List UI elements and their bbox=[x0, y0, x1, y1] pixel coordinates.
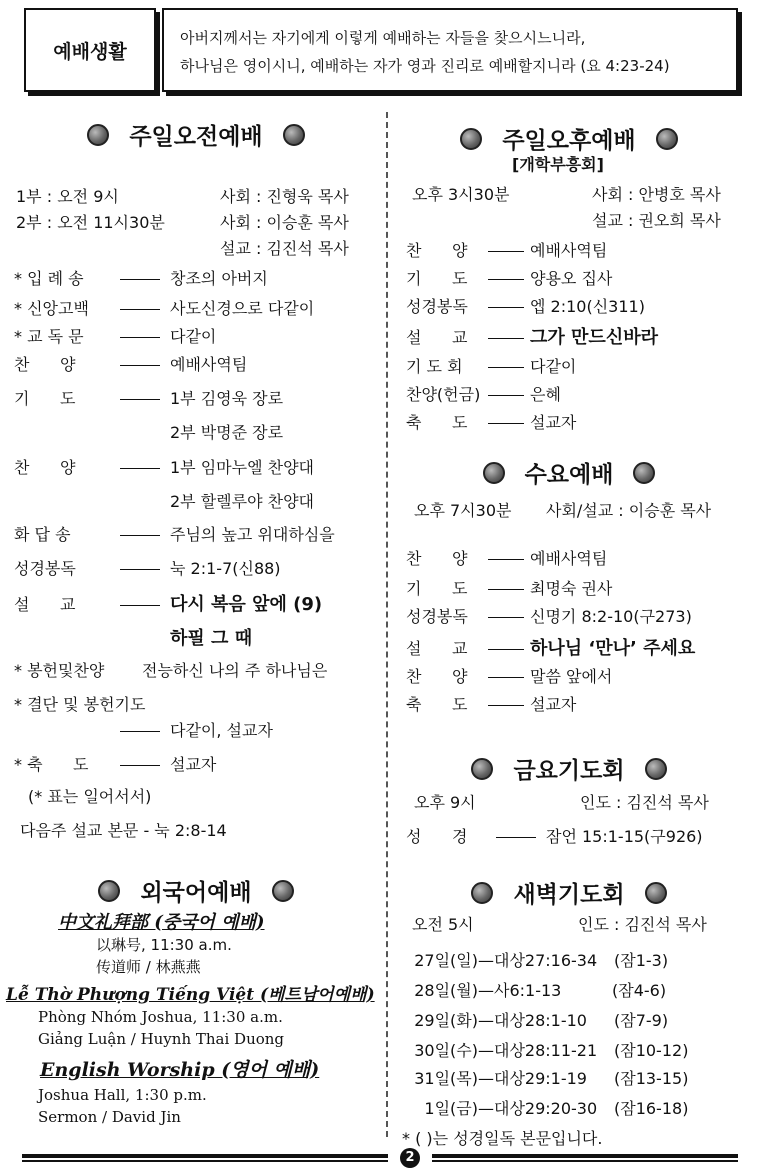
bullet-icon bbox=[633, 462, 655, 484]
scripture-quote bbox=[162, 8, 738, 92]
leader-dash bbox=[496, 837, 536, 838]
service-1-leader: 사회 : 진형욱 목사 bbox=[220, 187, 349, 206]
reading-day: 27일(일) bbox=[414, 951, 478, 970]
item-label: 성경봉독 bbox=[406, 297, 468, 316]
reading-row bbox=[404, 1066, 688, 1089]
bullet-icon bbox=[483, 462, 505, 484]
section-title-text: 외국어예배 bbox=[140, 880, 252, 906]
order-item bbox=[14, 752, 216, 775]
order-item bbox=[14, 624, 252, 650]
leader-dash bbox=[120, 569, 160, 570]
reading-day: 29일(화) bbox=[414, 1011, 478, 1030]
reading-passage: 대상28:11-21 bbox=[494, 1041, 598, 1060]
section-label-text: 예배생활 bbox=[53, 40, 127, 63]
order-item bbox=[14, 324, 216, 347]
leader-dash bbox=[120, 309, 160, 310]
order-item bbox=[406, 692, 576, 715]
item-value: 주님의 높고 위대하심을 bbox=[170, 525, 335, 544]
item-value: 설교자 bbox=[530, 413, 577, 432]
order-item bbox=[406, 382, 561, 405]
item-label: 축 도 bbox=[406, 413, 468, 432]
em-dash: — bbox=[478, 951, 494, 970]
item-label: 찬 양 bbox=[406, 549, 468, 568]
chinese-preacher: 传道师 / 林燕燕 bbox=[96, 958, 201, 976]
dawn-leader: 인도 : 김진석 목사 bbox=[578, 915, 707, 934]
order-item bbox=[406, 576, 612, 599]
reading-passage: 대상28:1-10 bbox=[494, 1011, 587, 1030]
order-item bbox=[14, 718, 273, 741]
order-item bbox=[406, 294, 645, 317]
item-label: 설 교 bbox=[406, 328, 468, 347]
item-label: 기 도 bbox=[406, 269, 468, 288]
leader-dash bbox=[488, 395, 524, 396]
order-item bbox=[14, 266, 268, 289]
item-value: 하필 그 때 bbox=[170, 628, 253, 649]
item-label: 찬 양 bbox=[14, 355, 76, 374]
item-label: 기 도 bbox=[406, 579, 468, 598]
leader-dash bbox=[488, 617, 524, 618]
reading-proverb: (잠7-9) bbox=[614, 1011, 669, 1030]
section-label bbox=[24, 8, 156, 92]
page-footer bbox=[22, 1148, 738, 1170]
fri-row bbox=[406, 824, 703, 847]
leader-dash bbox=[488, 279, 524, 280]
reading-proverb: (잠1-3) bbox=[614, 951, 669, 970]
leader-dash bbox=[120, 731, 160, 732]
section-title-text: 금요기도회 bbox=[513, 758, 625, 784]
bullet-icon bbox=[87, 124, 109, 146]
item-label: 화 답 송 bbox=[14, 525, 71, 544]
section-title-text: 수요예배 bbox=[524, 462, 614, 488]
leader-dash bbox=[488, 649, 524, 650]
order-item bbox=[14, 420, 283, 443]
leader-dash bbox=[120, 765, 160, 766]
next-sermon: 다음주 설교 본문 - 눅 2:8-14 bbox=[20, 821, 227, 840]
page-number: 2 bbox=[400, 1148, 420, 1168]
item-value: 2부 박명준 장로 bbox=[170, 423, 284, 442]
item-label: * 신앙고백 bbox=[14, 299, 89, 318]
item-value: 창조의 아버지 bbox=[170, 269, 268, 288]
reading-day: 1일(금) bbox=[424, 1099, 478, 1118]
order-item bbox=[14, 489, 314, 512]
item-label: * 입 례 송 bbox=[14, 269, 84, 288]
reading-row bbox=[404, 948, 668, 971]
order-item bbox=[406, 664, 612, 687]
item-label: 성 경 bbox=[406, 827, 468, 846]
bullet-icon bbox=[272, 880, 294, 902]
item-value: 설교자 bbox=[530, 695, 577, 714]
item-label: 기 도 회 bbox=[406, 357, 463, 376]
item-label: 찬양(헌금) bbox=[406, 385, 481, 404]
quote-line: 아버지께서는 자기에게 이렇게 예배하는 자들을 찾으시느니라, bbox=[180, 29, 586, 47]
english-worship-title: English Worship (영어 예배) bbox=[40, 1059, 320, 1081]
item-label: * 축 도 bbox=[14, 755, 89, 774]
leader-dash bbox=[488, 423, 524, 424]
english-place: Joshua Hall, 1:30 p.m. bbox=[38, 1086, 207, 1104]
em-dash: — bbox=[478, 1041, 494, 1060]
item-value: 전능하신 나의 주 하나님은 bbox=[142, 661, 328, 680]
item-value: 그가 만드신바라 bbox=[530, 327, 658, 348]
order-item bbox=[14, 455, 314, 478]
wed-time: 오후 7시30분 bbox=[414, 501, 512, 520]
bullet-icon bbox=[98, 880, 120, 902]
leader-dash bbox=[120, 365, 160, 366]
column-divider bbox=[386, 112, 388, 1137]
leader-dash bbox=[120, 605, 160, 606]
leader-dash bbox=[120, 399, 160, 400]
reading-passage: 사6:1-13 bbox=[494, 981, 562, 1000]
item-value: 하나님 ‘만나’ 주세요 bbox=[530, 638, 696, 659]
item-value: 다시 복음 앞에 (9) bbox=[170, 594, 323, 615]
reading-proverb: (잠4-6) bbox=[612, 981, 667, 1000]
chinese-worship-title: 中文礼拜部 (중국어 예배) bbox=[58, 912, 265, 933]
leader-dash bbox=[488, 677, 524, 678]
reading-row bbox=[404, 1096, 688, 1119]
order-item bbox=[14, 386, 283, 409]
item-value: 잠언 15:1-15(구926) bbox=[546, 827, 703, 846]
reading-passage: 대상27:16-34 bbox=[494, 951, 598, 970]
section-title-text: 새벽기도회 bbox=[513, 882, 625, 908]
order-item bbox=[406, 266, 612, 289]
leader-dash bbox=[120, 468, 160, 469]
leader-dash bbox=[488, 307, 524, 308]
standing-note: (* 표는 일어서서) bbox=[28, 787, 152, 806]
bullet-icon bbox=[656, 128, 678, 150]
item-value: 눅 2:1-7(신88) bbox=[170, 559, 281, 578]
order-item bbox=[14, 590, 322, 616]
item-value: 다같이 bbox=[170, 327, 217, 346]
item-value: 양용오 집사 bbox=[530, 269, 613, 288]
reading-row bbox=[404, 978, 666, 1001]
vietnamese-place: Phòng Nhóm Joshua, 11:30 a.m. bbox=[38, 1008, 283, 1026]
sunday-pm-title bbox=[404, 122, 734, 155]
item-value: 사도신경으로 다같이 bbox=[170, 299, 315, 318]
bullet-icon bbox=[471, 882, 493, 904]
footer-rule bbox=[22, 1154, 388, 1162]
fri-time: 오후 9시 bbox=[414, 793, 476, 812]
bullet-icon bbox=[471, 758, 493, 780]
order-item bbox=[14, 692, 146, 715]
order-item bbox=[14, 556, 281, 579]
reading-row bbox=[404, 1038, 688, 1061]
reading-day: 28일(월) bbox=[414, 981, 478, 1000]
leader-dash bbox=[488, 338, 524, 339]
service-2-leader: 사회 : 이승훈 목사 bbox=[220, 213, 349, 232]
foreign-title bbox=[40, 874, 352, 907]
item-value: 엡 2:10(신311) bbox=[530, 297, 645, 316]
reading-proverb: (잠13-15) bbox=[614, 1069, 689, 1088]
section-title-text: 주일오후예배 bbox=[502, 128, 636, 154]
dawn-title bbox=[404, 876, 734, 909]
preacher: 설교 : 김진석 목사 bbox=[220, 239, 349, 258]
footer-rule bbox=[432, 1154, 738, 1162]
order-item bbox=[406, 323, 658, 349]
item-label: * 봉헌및찬양 bbox=[14, 661, 105, 680]
item-value: 설교자 bbox=[170, 755, 217, 774]
item-label: 설 교 bbox=[406, 639, 468, 658]
item-label: 축 도 bbox=[406, 695, 468, 714]
item-value: 신명기 8:2-10(구273) bbox=[530, 607, 692, 626]
item-label: * 교 독 문 bbox=[14, 327, 84, 346]
item-label: 찬 양 bbox=[406, 241, 468, 260]
order-item bbox=[14, 522, 335, 545]
reading-passage: 대상29:20-30 bbox=[494, 1099, 598, 1118]
leader-dash bbox=[488, 589, 524, 590]
item-label: 찬 양 bbox=[406, 667, 468, 686]
wed-leader: 사회/설교 : 이승훈 목사 bbox=[546, 501, 712, 520]
chinese-place: 以琳号, 11:30 a.m. bbox=[96, 936, 232, 954]
reading-proverb: (잠10-12) bbox=[614, 1041, 689, 1060]
item-value: 다같이 bbox=[530, 357, 577, 376]
bullet-icon bbox=[460, 128, 482, 150]
leader-dash bbox=[488, 251, 524, 252]
vietnamese-preacher: Giảng Luận / Huynh Thai Duong bbox=[38, 1030, 285, 1048]
item-label: 기 도 bbox=[14, 389, 76, 408]
wednesday-title bbox=[404, 456, 734, 489]
leader-dash bbox=[120, 279, 160, 280]
revival-subtitle: [개학부흥회] bbox=[512, 155, 604, 174]
order-item bbox=[406, 546, 607, 569]
item-label: 성경봉독 bbox=[406, 607, 468, 626]
reading-day: 31일(목) bbox=[414, 1069, 478, 1088]
item-label: 찬 양 bbox=[14, 458, 76, 477]
reading-proverb: (잠16-18) bbox=[614, 1099, 689, 1118]
dawn-time: 오전 5시 bbox=[412, 915, 474, 934]
service-1-time: 1부 : 오전 9시 bbox=[16, 187, 119, 206]
bullet-icon bbox=[645, 758, 667, 780]
order-item bbox=[406, 354, 576, 377]
order-item bbox=[406, 238, 607, 261]
service-2-time: 2부 : 오전 11시30분 bbox=[16, 213, 165, 232]
em-dash: — bbox=[478, 1011, 494, 1030]
item-value: 1부 김영욱 장로 bbox=[170, 389, 284, 408]
item-value: 예배사역팀 bbox=[530, 549, 608, 568]
em-dash: — bbox=[478, 981, 494, 1000]
item-value: 2부 할렐루야 찬양대 bbox=[170, 492, 314, 511]
order-item bbox=[406, 604, 692, 627]
vietnamese-worship-title: Lễ Thờ Phượng Tiếng Việt (베트남어예배) bbox=[6, 985, 375, 1005]
order-item bbox=[406, 410, 576, 433]
item-value: 말씀 앞에서 bbox=[530, 667, 613, 686]
order-item bbox=[14, 352, 247, 375]
section-title-text: 주일오전예배 bbox=[129, 124, 263, 150]
bullet-icon bbox=[645, 882, 667, 904]
em-dash: — bbox=[478, 1069, 494, 1088]
leader-dash bbox=[120, 535, 160, 536]
pm-time: 오후 3시30분 bbox=[412, 185, 510, 204]
dawn-note: * ( )는 성경일독 본문입니다. bbox=[402, 1129, 603, 1148]
item-value: 다같이, 설교자 bbox=[170, 721, 273, 740]
friday-title bbox=[404, 752, 734, 785]
item-value: 최명숙 권사 bbox=[530, 579, 613, 598]
item-value: 예배사역팀 bbox=[530, 241, 608, 260]
item-value: 예배사역팀 bbox=[170, 355, 248, 374]
item-label: 성경봉독 bbox=[14, 559, 76, 578]
item-value: 1부 임마누엘 찬양대 bbox=[170, 458, 314, 477]
order-item bbox=[14, 296, 314, 319]
leader-dash bbox=[120, 337, 160, 338]
reading-day: 30일(수) bbox=[414, 1041, 478, 1060]
em-dash: — bbox=[478, 1099, 494, 1118]
fri-leader: 인도 : 김진석 목사 bbox=[580, 793, 709, 812]
leader-dash bbox=[488, 705, 524, 706]
item-label: 설 교 bbox=[14, 595, 76, 614]
leader-dash bbox=[488, 367, 524, 368]
pm-leader: 사회 : 안병호 목사 bbox=[592, 185, 721, 204]
order-item bbox=[406, 634, 695, 660]
order-item bbox=[14, 658, 327, 681]
item-label: * 결단 및 봉헌기도 bbox=[14, 695, 146, 714]
sunday-am-title bbox=[40, 118, 352, 151]
pm-preacher: 설교 : 권오희 목사 bbox=[592, 211, 721, 230]
quote-line: 하나님은 영이시니, 예배하는 자가 영과 진리로 예배할지니라 (요 4:23-24) bbox=[180, 57, 670, 75]
reading-passage: 대상29:1-19 bbox=[494, 1069, 587, 1088]
english-preacher: Sermon / David Jin bbox=[38, 1108, 181, 1126]
reading-row bbox=[404, 1008, 668, 1031]
leader-dash bbox=[488, 559, 524, 560]
item-value: 은혜 bbox=[530, 385, 561, 404]
bullet-icon bbox=[283, 124, 305, 146]
